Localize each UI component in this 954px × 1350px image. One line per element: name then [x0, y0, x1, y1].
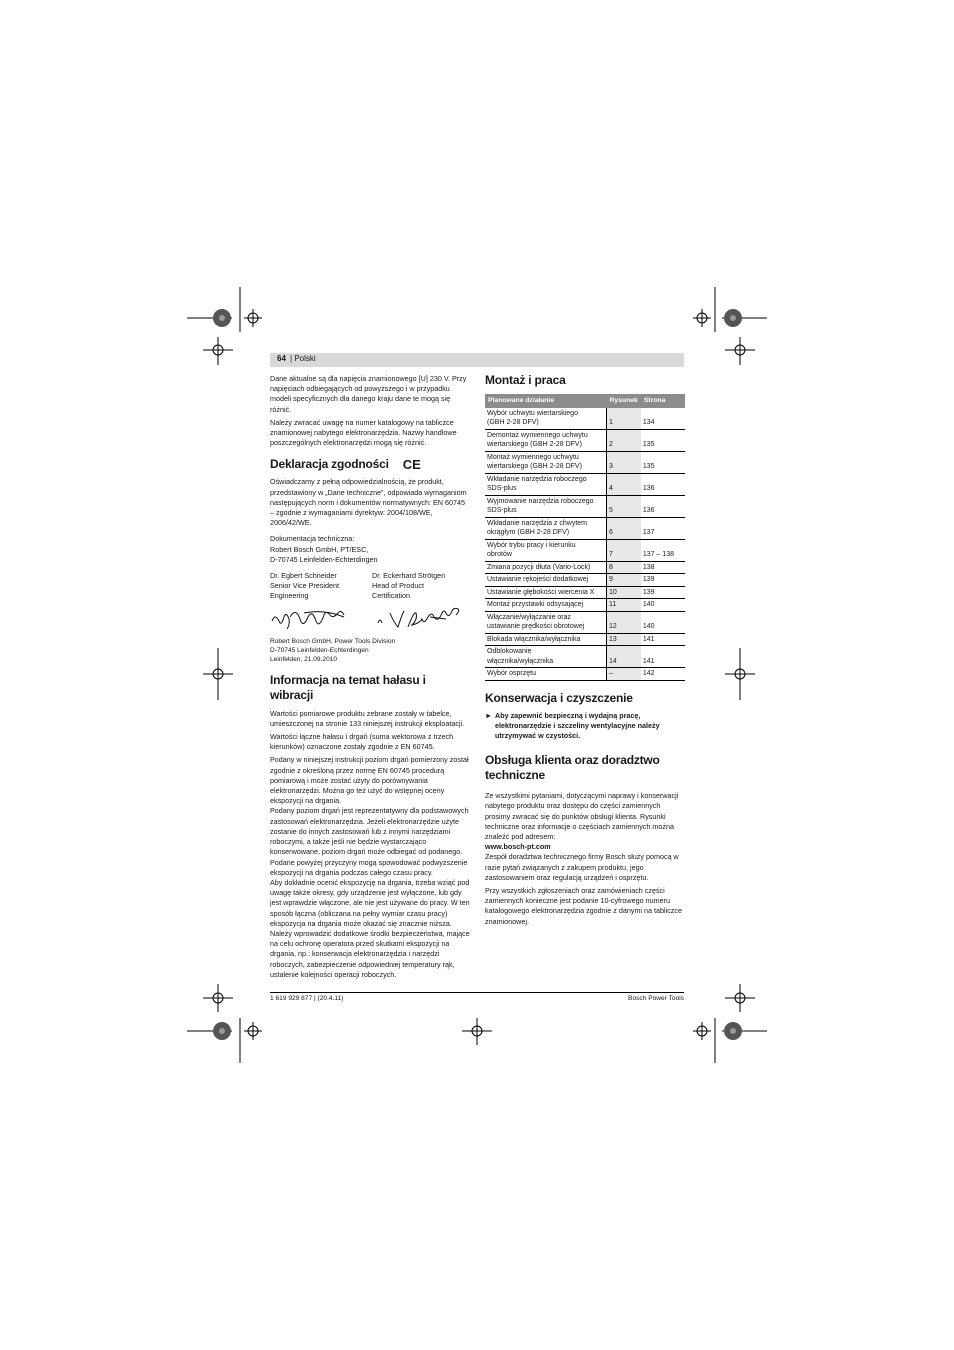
cell-page: 137 – 138: [641, 539, 685, 561]
cell-page: 139: [641, 586, 685, 599]
table-row: [485, 611, 685, 633]
customer-service-paragraph-3: Przy wszystkich zgłoszeniach oraz zamówieniach części zamiennych konieczne jest podanie 10-cyfrowego numeru katalogowego elektronarzędzia zgodnie z danymi na tabliczce znamionowej.: [485, 885, 682, 926]
col-header-page: Strona: [641, 394, 685, 408]
noise-paragraph-1: Wartości pomiarowe produktu zebrane zostały w tabelce, umieszczonej na stronie 133 niniejszej instrukcji eksploatacji.: [270, 708, 465, 728]
cell-page: 138: [641, 561, 685, 574]
declaration-text: Oświadczamy z pełną odpowiedzialnością, że produkt, przedstawiony w „Dane techniczne”, odpowiada wymaganiom następujących norm i dokumentów normatywnych: EN 60745 – zgodnie z wymaganiami dyrektyw: 2004/108/WE, 2006/42/WE.: [270, 477, 467, 528]
cell-page: 137: [641, 517, 685, 539]
cell-figure: 4: [607, 473, 641, 495]
cell-action: Wkładanie narzędzia roboczego SDS-plus: [485, 473, 607, 495]
cell-figure: 2: [607, 429, 641, 451]
cell-figure: 5: [607, 495, 641, 517]
maintenance-title: Konserwacja i czyszczenie: [485, 690, 633, 705]
cell-page: 141: [641, 646, 685, 668]
table-row: [485, 668, 685, 681]
cell-action: Ustawianie głębokości wiercenia X: [485, 586, 607, 599]
cell-figure: 8: [607, 561, 641, 574]
customer-service-title: Obsługa klienta oraz doradztwo techniczne: [485, 753, 660, 783]
cell-figure: 7: [607, 539, 641, 561]
cell-page: 142: [641, 668, 685, 681]
cell-figure: 12: [607, 611, 641, 633]
cell-action: Włączanie/wyłączanie oraz ustawianie prędkości obrotowej: [485, 611, 607, 633]
cell-page: 140: [641, 611, 685, 633]
cell-figure: 13: [607, 633, 641, 646]
intro-paragraph-2: Należy zwracać uwagę na numer katalogowy na tabliczce znamionowej nabytego elektronarzędzia. Nazwy handlowe poszczególnych elektronarzędzi mogą się różnić.: [270, 417, 457, 448]
maintenance-warning-text: Aby zapewnić bezpieczną i wydajną pracę, elektronarzędzie i szczeliny wentylacyjne należy utrzymywać w czystości.: [495, 710, 660, 740]
cell-page: 136: [641, 495, 685, 517]
table-row: [485, 561, 685, 574]
cell-action: Wkładanie narzędzia z chwytem okrągłym (GBH 2-28 DFV): [485, 517, 607, 539]
table-row: [485, 586, 685, 599]
footer-catalog-number: 1 619 929 877 | (20.4.11): [270, 995, 344, 1002]
cell-figure: 14: [607, 646, 641, 668]
noise-vibration-title: Informacja na temat hałasu i wibracji: [270, 672, 426, 702]
page-number: 64: [277, 354, 286, 363]
cell-figure: 10: [607, 586, 641, 599]
signer-2: Dr. Eckerhard Strötgen Head of Product Certification: [372, 571, 446, 601]
cell-page: 141: [641, 633, 685, 646]
page-header: [270, 353, 684, 367]
cell-action: Wybór trybu pracy i kierunku obrotów: [485, 539, 607, 561]
table-row: [485, 646, 685, 668]
ce-mark: CE: [402, 457, 421, 473]
table-row: [485, 599, 685, 612]
cell-action: Odblokowanie włącznika/wyłącznika: [485, 646, 607, 668]
cell-action: Wyjmowanie narzędzia roboczego SDS-plus: [485, 495, 607, 517]
cell-page: 140: [641, 599, 685, 612]
company-address: Robert Bosch GmbH, Power Tools Division D-70745 Leinfelden-Echterdingen Leinfelden, 21.09.2010: [270, 637, 396, 663]
cell-figure: 6: [607, 517, 641, 539]
table-row: [485, 517, 685, 539]
handwritten-signatures: [270, 607, 470, 635]
signers: [270, 571, 470, 602]
table-row: [485, 539, 685, 561]
cell-page: 135: [641, 429, 685, 451]
cell-action: Blokada włącznika/wyłącznika: [485, 633, 607, 646]
cell-figure: 3: [607, 451, 641, 473]
assembly-table: [485, 394, 685, 681]
noise-paragraph-3: Podany w niniejszej instrukcji poziom drgań pomierzony został zgodnie z określoną przez normę EN 60745 procedurą pomiarową i może zostać użyty do porównywania elektronarzędzi. Można go też użyć do wstępnej oceny ekspozycji na drgania. Podany poziom drgań jest reprezentatywny dla podstawowych zastosowań elektronarzędzia. Jeżeli elektronarzędzie użyte zostanie do innych zastosowań lub z innymi narzędziami roboczymi, a także jeśli nie będzie wystarczająco konserwowane, poziom drgań może odbiegać od podanego. Podane powyżej przyczyny mogą spowodować podwyższenie ekspozycji na drgania podczas całego czasu pracy. Aby dokładnie ocenić ekspozycję na drgania, trzeba wziąć pod uwagę także okresy, gdy urządzenie jest wyłączone, lub gdy jest wprawdzie włączone, ale nie jest używane do pracy. W ten sposób łączna (obliczana na pełny wymiar czasu pracy) ekspozycja na drgania może okazać się znacznie niższa. Należy wprowadzić dodatkowe środki bezpieczeństwa, mające na celu ochronę operatora przed skutkami ekspozycji na drgania, np.: konserwacja elektronarzędzia i narzędzi roboczych, zabezpieczenie odpowiedniej temperatury rąk, ustalenie kolejności operacji roboczych.: [270, 755, 470, 979]
table-header-row: [485, 394, 685, 408]
cell-action: Wybór uchwytu wiertarskiego (GBH 2-28 DFV): [485, 408, 607, 430]
left-column: [270, 374, 470, 983]
bosch-website-link[interactable]: www.bosch-pt.com: [485, 842, 551, 852]
signer-1: Dr. Egbert Schneider Senior Vice President Engineering: [270, 571, 339, 601]
cell-action: Montaż przystawki odsysającej: [485, 599, 607, 612]
table-row: [485, 473, 685, 495]
cell-figure: 1: [607, 408, 641, 430]
table-row: [485, 429, 685, 451]
cell-action: Montaż wymiennego uchwytu wiertarskiego (GBH 2-28 DFV): [485, 451, 607, 473]
col-header-figure: Rysunek: [607, 394, 641, 408]
maintenance-warning: [485, 711, 685, 742]
intro-paragraph-1: Dane aktualne są dla napięcia znamionowego [U] 230 V. Przy napięciach odbiegających od powyższego i w przypadku modeli specyficznych dla danego kraju dane te mogą się różnić.: [270, 374, 467, 414]
declaration-title: Deklaracja zgodności: [270, 457, 389, 472]
col-header-action: Planowane działanie: [485, 394, 607, 408]
declaration-heading: [270, 457, 470, 472]
noise-paragraph-2: Wartości łączne hałasu i drgań (suma wektorowa z trzech kierunków) oznaczone zostały zgodnie z EN 60745.: [270, 732, 454, 752]
table-body: [485, 408, 685, 681]
cell-action: Demontaż wymiennego uchwytu wiertarskiego (GBH 2-28 DFV): [485, 429, 607, 451]
cell-page: 139: [641, 574, 685, 587]
arrow-bullet-icon: ►: [485, 710, 493, 720]
customer-service-paragraph-2: Zespół doradztwa technicznego firmy Bosch służy pomocą w razie pytań związanych z zakupem produktu, jego zastosowaniem oraz regulacją urządzeń i osprzętu.: [485, 852, 679, 882]
right-column: [485, 373, 685, 930]
cell-action: Wybór osprzętu: [485, 668, 607, 681]
cell-page: 135: [641, 451, 685, 473]
cell-page: 136: [641, 473, 685, 495]
assembly-title: Montaż i praca: [485, 373, 566, 387]
table-row: [485, 633, 685, 646]
cell-page: 134: [641, 408, 685, 430]
cell-figure: 9: [607, 574, 641, 587]
table-row: [485, 495, 685, 517]
customer-service-paragraph-1: Ze wszystkimi pytaniami, dotyczącymi naprawy i konserwacji nabytego produktu oraz dostępu do części zamiennych prosimy zwracać się do punktów obsługi klienta. Rysunki techniczne oraz informacje o częściach zamiennych można znaleźć pod adresem:: [485, 791, 679, 841]
cell-figure: –: [607, 668, 641, 681]
cell-figure: 11: [607, 599, 641, 612]
page-footer: [270, 992, 684, 1002]
technical-documentation: Dokumentacja techniczna: Robert Bosch GmbH, PT/ESC, D-70745 Leinfelden-Echterdingen: [270, 534, 378, 564]
language-text: Polski: [294, 354, 316, 363]
cell-action: Ustawianie rękojeści dodatkowej: [485, 574, 607, 587]
table-row: [485, 451, 685, 473]
language-label: | Polski: [290, 354, 316, 363]
table-row: [485, 574, 685, 587]
signature-image: [270, 607, 470, 635]
footer-brand: Bosch Power Tools: [628, 995, 684, 1002]
cell-action: Zmiana pozycji dłuta (Vario-Lock): [485, 561, 607, 574]
table-row: [485, 408, 685, 430]
